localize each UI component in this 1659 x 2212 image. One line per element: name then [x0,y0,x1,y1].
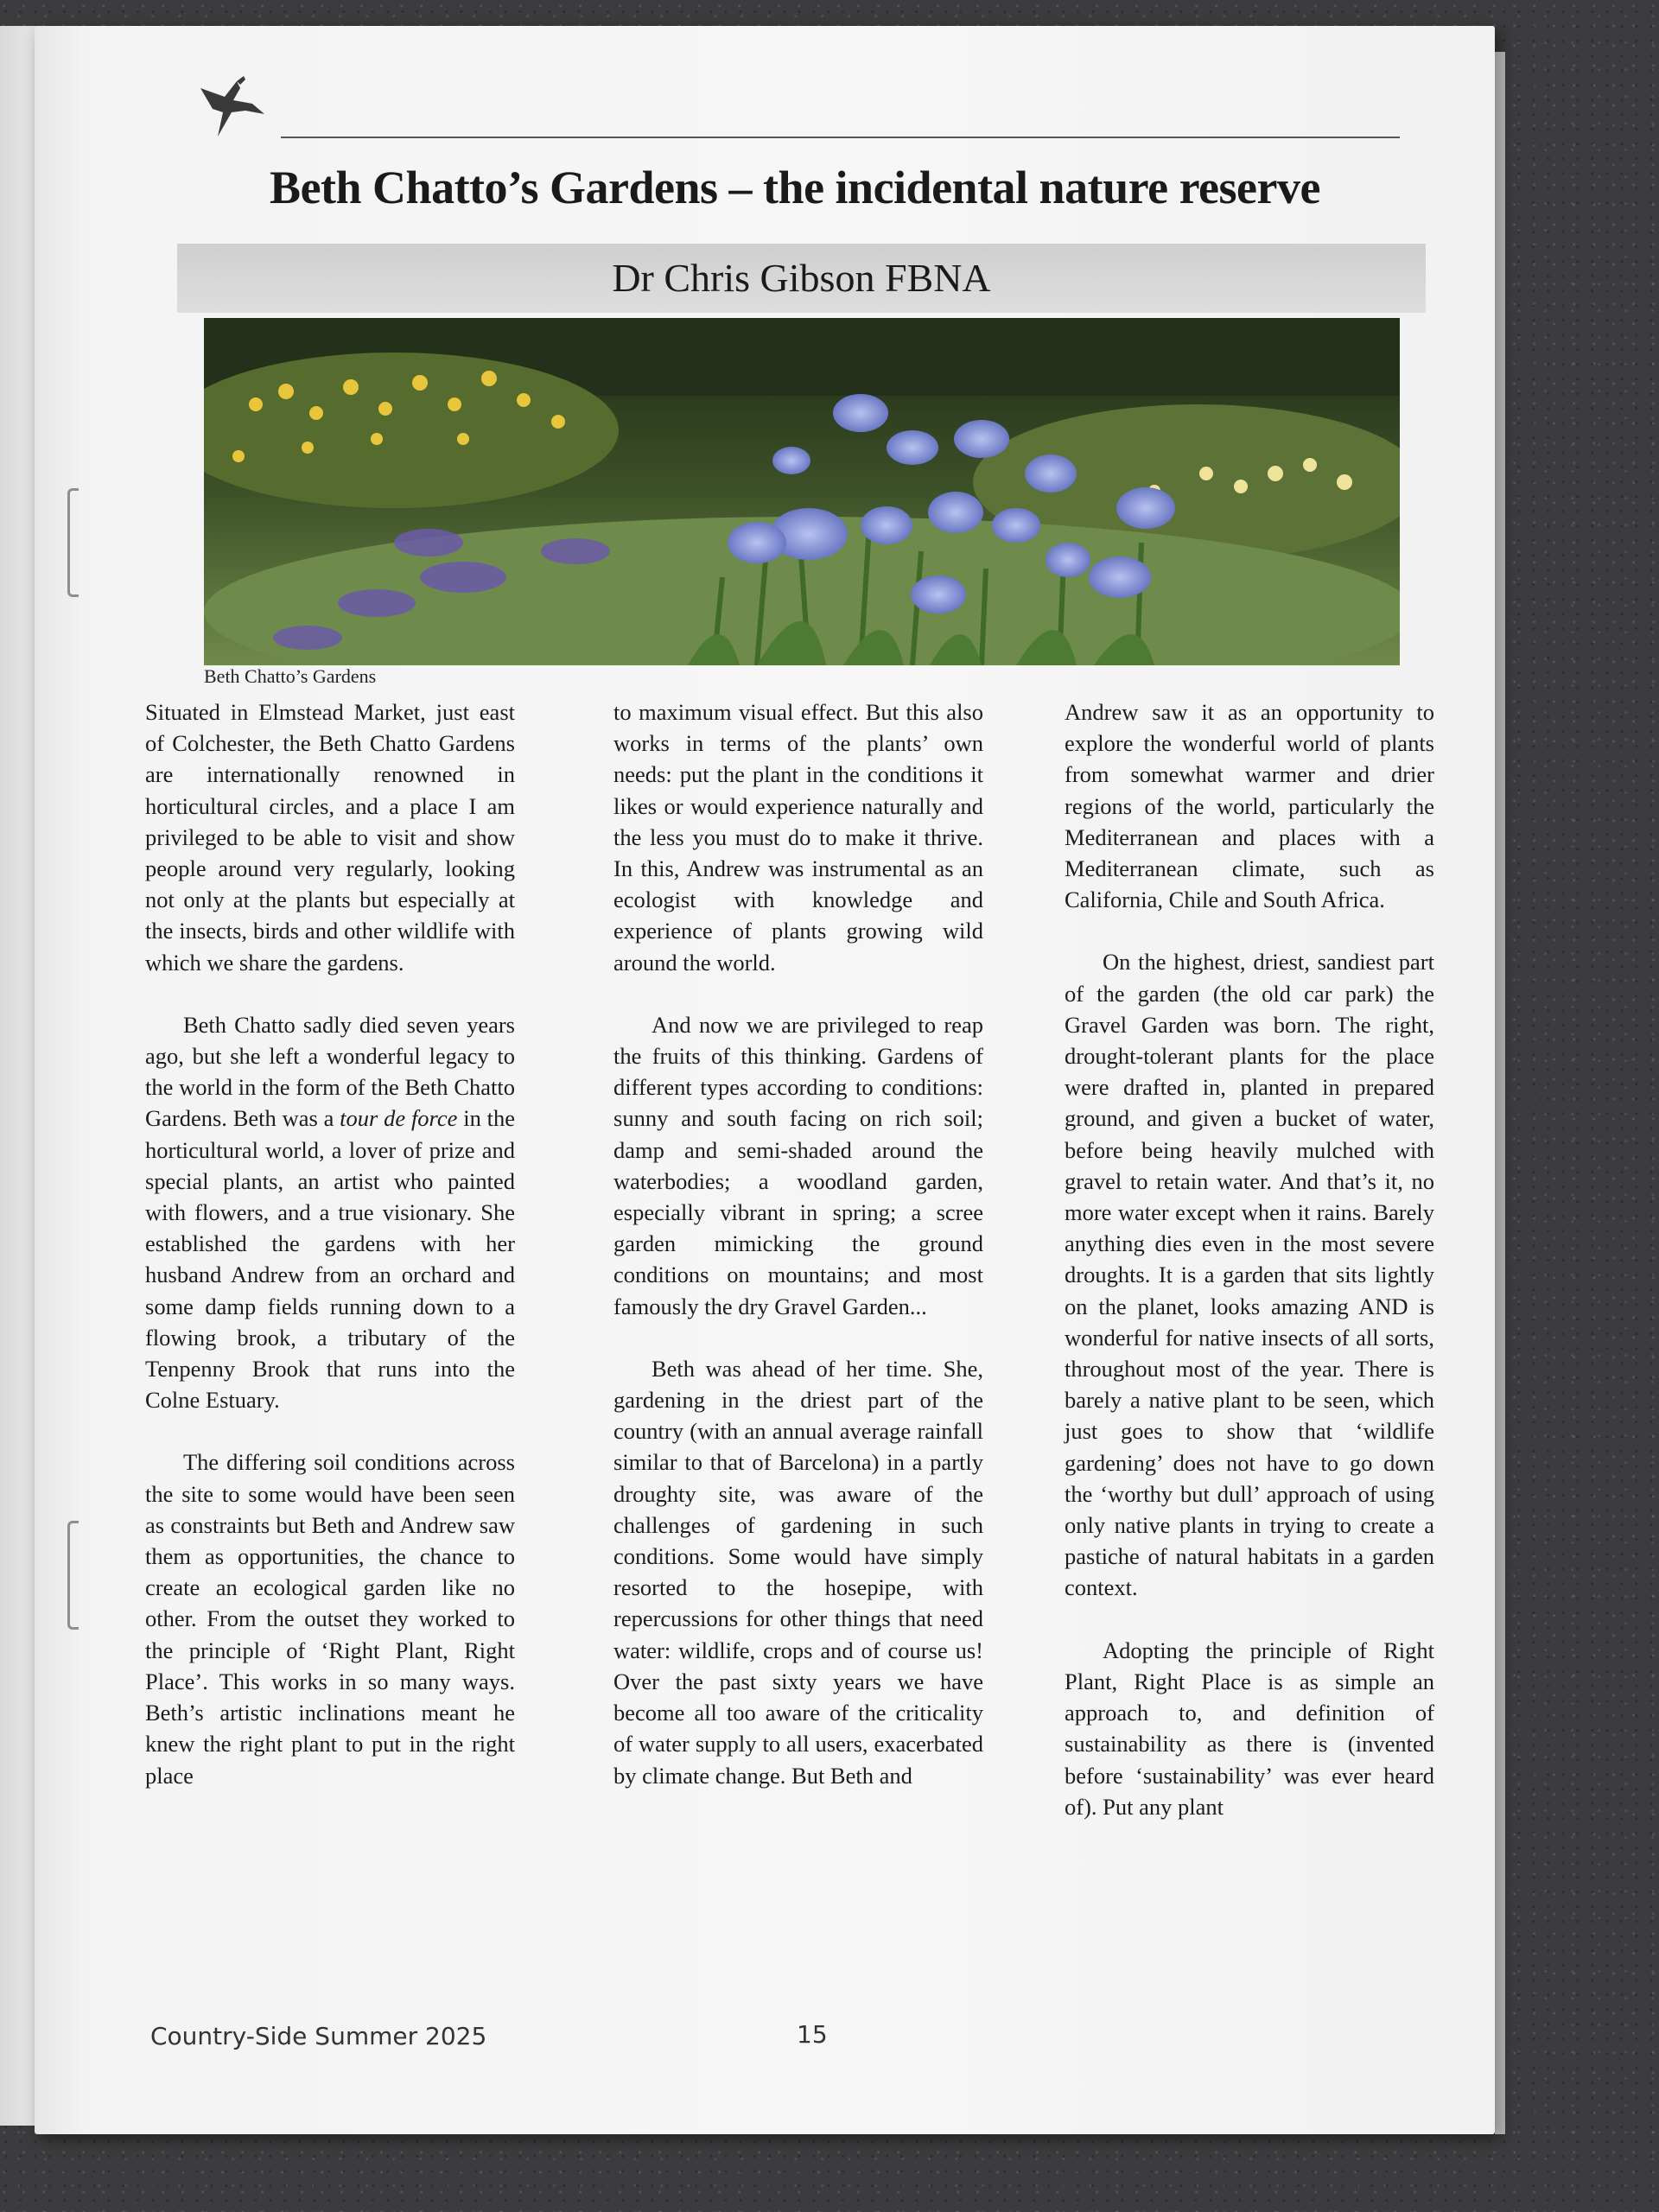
text-column-3 [1065,696,1434,1853]
paragraph-text: in the horticultural world, a lover of prize and special plants, an artist who painted with flowers, and a true visionary. She established the gardens with her husband Andrew from an orchard and some damp fields running down to a flowing brook, a tributary of the Tenpenny Brook that runs into the Colne Estuary. [145,1105,516,1414]
header-rule [281,137,1400,138]
text-column-2 [613,696,983,1822]
italic-phrase: tour de force [340,1105,458,1132]
paragraph: And now we are privileged to reap the fruits of this thinking. Gardens of different types according to conditions: sunny and south facing on rich soil; damp and semi-shaded around the waterbodies; a woodland garden, especially vibrant in spring; a scree garden mimicking the ground conditions on mountains; and most famously the dry Gravel Garden... [613,1011,983,1319]
paragraph: On the highest, driest, sandiest part of the garden (the old car park) the Gravel Garden was born. The right, drought-tolerant plants for the place were drafted in, planted in prepared ground, and given a bucket of water, before being heavily mulched with gravel to retain water. And that’s it, no more water except when it rains. Barely anything dies even in the most severe droughts. It is a garden that sits lightly on the planet, looks amazing AND is wonderful for native insects of all sorts, throughout most of the year. There is barely a native plant to be seen, which just goes to show that ‘wildlife gardening’ does not have to go down the ‘worthy but dull’ approach of using only native plants in trying to create a pastiche of natural habitats in a garden context. [1065,949,1434,1601]
paragraph: Andrew saw it as an opportunity to explore the wonderful world of plants from somewhat warmer and drier regions of the world, particularly the Mediterranean and places with a Mediterranean climate, such as California, Chile and South Africa. [1065,699,1434,913]
paragraph: The differing soil conditions across the site to some would have been seen as constraints but Beth and Andrew saw them as opportunities, the chance to create an ecological garden like no other. From the outset they worked to the principle of ‘Right Plant, Right Place’. This works in so many ways. Beth’s artistic inclinations meant he knew the right plant to put in the right place [145,1449,515,1789]
staple-bottom [67,1521,79,1630]
paragraph: to maximum visual effect. But this also works in terms of the plants’ own needs: put the plant in the conditions it likes or would experience naturally and the less you must do to make it thrive. In this, Andrew was instrumental as an ecologist with knowledge and experience of plants growing wild around the world. [613,699,983,976]
garden-photo [204,318,1400,665]
paragraph: Adopting the principle of Right Plant, Right Place is as simple an approach to, and definition of sustainability as there is (invented before ‘sustainability’ was ever heard of). Put any plant [1065,1637,1434,1820]
text-column-1 [145,696,515,1822]
staple-top [67,488,79,597]
photo-caption: Beth Chatto’s Gardens [204,665,377,687]
article-title: Beth Chatto’s Gardens – the incidental nature reserve [270,162,1320,213]
page-stack-edge [1495,52,1505,2134]
page-number: 15 [797,2020,828,2049]
paragraph-text: Beth Chatto sadly died seven years ago, but she left a wonderful legacy to the world in the form of the Beth Chatto Gardens. Beth was a [145,1011,515,1132]
heron-icon [192,62,270,140]
paragraph: Beth was ahead of her time. She, gardening in the driest part of the country (with an annual average rainfall similar to that of Barcelona) in a partly droughty site, was aware of the challenges of gardening in such conditions. Some would have simply resorted to the hosepipe, with repercussions for other things that need water: wildlife, crops and of course us! Over the past sixty years we have become all too aware of the criticality of water supply to all users, exacerbated by climate change. But Beth and [613,1355,983,1789]
publication-footer: Country-Side Summer 2025 [150,2022,487,2050]
paragraph [145,1009,515,1416]
paragraph: Situated in Elmstead Market, just east of Colchester, the Beth Chatto Gardens are internationally renowned in horticultural circles, and a place I am privileged to be able to visit and show people around very regularly, looking not only at the plants but especially at the insects, birds and other wildlife with which we share the gardens. [145,699,515,976]
author-byline: Dr Chris Gibson FBNA [177,244,1426,313]
